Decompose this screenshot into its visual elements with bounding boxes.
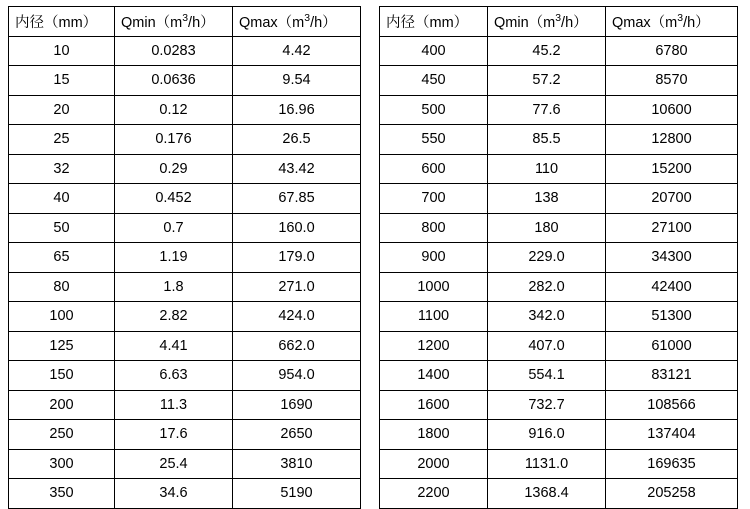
table-row <box>9 361 361 391</box>
cell-inner-diameter: 1800 <box>380 420 488 450</box>
cell-qmin: 180 <box>488 213 606 243</box>
cell-inner-diameter: 15 <box>9 66 115 96</box>
cell-inner-diameter: 800 <box>380 213 488 243</box>
cell-inner-diameter: 300 <box>9 449 115 479</box>
cell-inner-diameter: 500 <box>380 95 488 125</box>
table-header-right <box>380 7 738 37</box>
cell-inner-diameter: 150 <box>9 361 115 391</box>
cell-qmin: 1131.0 <box>488 449 606 479</box>
cell-qmin: 17.6 <box>115 420 233 450</box>
cell-qmax: 26.5 <box>233 125 361 155</box>
cell-qmax: 67.85 <box>233 184 361 214</box>
cell-qmax: 10600 <box>606 95 738 125</box>
cell-qmin: 0.452 <box>115 184 233 214</box>
cell-qmin: 110 <box>488 154 606 184</box>
table-row <box>9 95 361 125</box>
cell-qmax: 9.54 <box>233 66 361 96</box>
table-row <box>380 449 738 479</box>
tables-container <box>0 6 750 509</box>
cell-qmin: 2.82 <box>115 302 233 332</box>
cell-qmax: 15200 <box>606 154 738 184</box>
cell-qmax: 2650 <box>233 420 361 450</box>
table-row <box>9 449 361 479</box>
cell-qmax: 6780 <box>606 36 738 66</box>
cell-inner-diameter: 50 <box>9 213 115 243</box>
cell-qmin: 4.41 <box>115 331 233 361</box>
table-row <box>380 213 738 243</box>
cell-qmin: 0.0636 <box>115 66 233 96</box>
cell-qmax: 16.96 <box>233 95 361 125</box>
cell-qmin: 229.0 <box>488 243 606 273</box>
cell-qmin: 85.5 <box>488 125 606 155</box>
cell-qmax: 271.0 <box>233 272 361 302</box>
cell-inner-diameter: 1200 <box>380 331 488 361</box>
cell-qmin: 554.1 <box>488 361 606 391</box>
cell-inner-diameter: 100 <box>9 302 115 332</box>
column-header-inner-diameter: 内径（mm） <box>9 7 115 37</box>
table-row <box>380 154 738 184</box>
cell-qmin: 6.63 <box>115 361 233 391</box>
cell-qmax: 34300 <box>606 243 738 273</box>
cell-qmin: 77.6 <box>488 95 606 125</box>
table-row <box>9 390 361 420</box>
cell-inner-diameter: 200 <box>9 390 115 420</box>
cell-inner-diameter: 600 <box>380 154 488 184</box>
cell-qmin: 0.0283 <box>115 36 233 66</box>
cell-qmin: 282.0 <box>488 272 606 302</box>
cell-qmax: 83121 <box>606 361 738 391</box>
cell-inner-diameter: 10 <box>9 36 115 66</box>
table-row <box>380 95 738 125</box>
cell-qmax: 662.0 <box>233 331 361 361</box>
table-row <box>380 302 738 332</box>
cell-qmin: 1.19 <box>115 243 233 273</box>
table-body-left <box>9 36 361 508</box>
cell-qmin: 11.3 <box>115 390 233 420</box>
table-row <box>380 66 738 96</box>
column-header-qmin: $Qmin(m^3/h)$ <box>115 7 233 37</box>
cell-inner-diameter: 1600 <box>380 390 488 420</box>
flow-table-right <box>379 6 738 509</box>
cell-inner-diameter: 700 <box>380 184 488 214</box>
cell-inner-diameter: 2200 <box>380 479 488 509</box>
cell-qmin: 0.29 <box>115 154 233 184</box>
cell-qmax: 51300 <box>606 302 738 332</box>
table-row <box>9 66 361 96</box>
cell-inner-diameter: 450 <box>380 66 488 96</box>
cell-qmax: 169635 <box>606 449 738 479</box>
cell-qmax: 42400 <box>606 272 738 302</box>
table-row <box>9 154 361 184</box>
cell-qmin: 342.0 <box>488 302 606 332</box>
cell-inner-diameter: 1000 <box>380 272 488 302</box>
cell-inner-diameter: 550 <box>380 125 488 155</box>
cell-qmin: 45.2 <box>488 36 606 66</box>
cell-inner-diameter: 900 <box>380 243 488 273</box>
table-row <box>380 390 738 420</box>
cell-qmax: 5190 <box>233 479 361 509</box>
column-header-inner-diameter: 内径（mm） <box>380 7 488 37</box>
flow-table-left <box>8 6 361 509</box>
cell-inner-diameter: 65 <box>9 243 115 273</box>
cell-inner-diameter: 1400 <box>380 361 488 391</box>
cell-inner-diameter: 350 <box>9 479 115 509</box>
cell-inner-diameter: 40 <box>9 184 115 214</box>
cell-qmax: 61000 <box>606 331 738 361</box>
table-row <box>9 36 361 66</box>
cell-inner-diameter: 250 <box>9 420 115 450</box>
cell-qmax: 137404 <box>606 420 738 450</box>
cell-inner-diameter: 1100 <box>380 302 488 332</box>
cell-inner-diameter: 2000 <box>380 449 488 479</box>
cell-inner-diameter: 32 <box>9 154 115 184</box>
table-row <box>380 184 738 214</box>
cell-qmax: 1690 <box>233 390 361 420</box>
cell-qmin: 57.2 <box>488 66 606 96</box>
table-row <box>380 331 738 361</box>
table-row <box>9 184 361 214</box>
cell-inner-diameter: 125 <box>9 331 115 361</box>
cell-qmax: 179.0 <box>233 243 361 273</box>
column-header-qmax: $Qmax(m^3/h)$ <box>233 7 361 37</box>
cell-qmin: 916.0 <box>488 420 606 450</box>
cell-qmax: 20700 <box>606 184 738 214</box>
cell-qmin: 732.7 <box>488 390 606 420</box>
table-row <box>9 272 361 302</box>
table-row <box>9 420 361 450</box>
cell-qmax: 3810 <box>233 449 361 479</box>
cell-inner-diameter: 20 <box>9 95 115 125</box>
cell-qmin: 25.4 <box>115 449 233 479</box>
cell-inner-diameter: 25 <box>9 125 115 155</box>
table-row <box>9 302 361 332</box>
cell-qmax: 954.0 <box>233 361 361 391</box>
cell-qmin: 0.12 <box>115 95 233 125</box>
cell-qmin: 1368.4 <box>488 479 606 509</box>
table-row <box>380 361 738 391</box>
cell-qmin: 138 <box>488 184 606 214</box>
cell-qmax: 160.0 <box>233 213 361 243</box>
cell-qmax: 27100 <box>606 213 738 243</box>
cell-qmin: 407.0 <box>488 331 606 361</box>
table-row <box>380 243 738 273</box>
table-row <box>380 420 738 450</box>
cell-qmax: 4.42 <box>233 36 361 66</box>
header-row <box>380 7 738 37</box>
cell-qmax: 424.0 <box>233 302 361 332</box>
column-header-qmin: $Qmin(m^3/h)$ <box>488 7 606 37</box>
table-row <box>380 272 738 302</box>
table-row <box>9 331 361 361</box>
cell-qmax: 12800 <box>606 125 738 155</box>
table-header-left <box>9 7 361 37</box>
cell-qmin: 0.7 <box>115 213 233 243</box>
cell-qmin: 34.6 <box>115 479 233 509</box>
column-header-qmax: $Qmax(m^3/h)$ <box>606 7 738 37</box>
table-row <box>9 125 361 155</box>
table-row <box>9 243 361 273</box>
cell-qmax: 108566 <box>606 390 738 420</box>
table-row <box>380 125 738 155</box>
cell-inner-diameter: 400 <box>380 36 488 66</box>
header-row <box>9 7 361 37</box>
table-row <box>380 36 738 66</box>
table-body-right <box>380 36 738 508</box>
cell-qmin: 0.176 <box>115 125 233 155</box>
table-row <box>9 213 361 243</box>
cell-qmax: 205258 <box>606 479 738 509</box>
cell-inner-diameter: 80 <box>9 272 115 302</box>
cell-qmin: 1.8 <box>115 272 233 302</box>
cell-qmax: 43.42 <box>233 154 361 184</box>
cell-qmax: 8570 <box>606 66 738 96</box>
